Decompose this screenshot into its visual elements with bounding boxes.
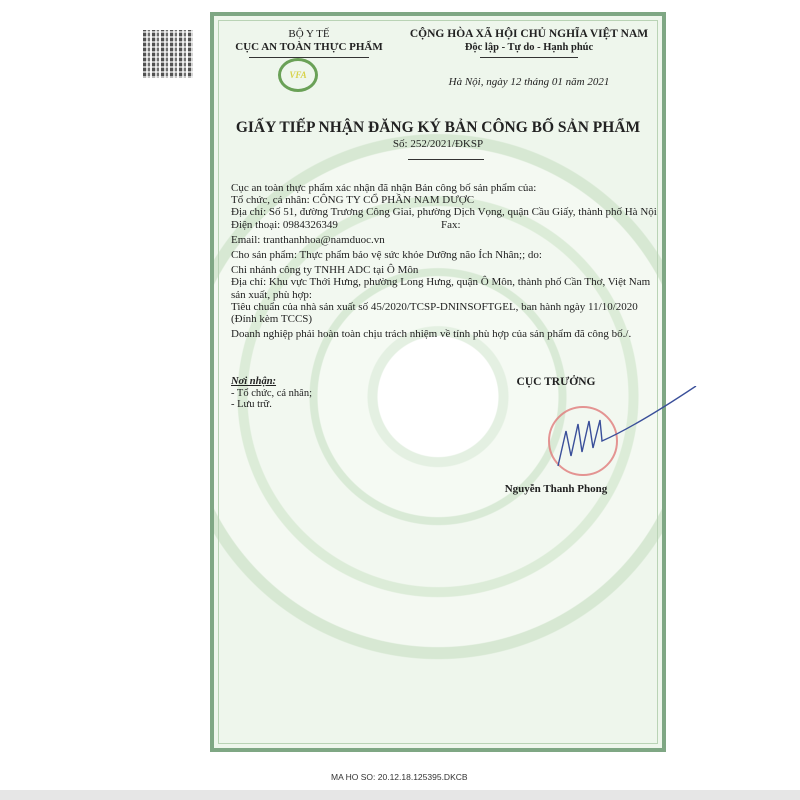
recipient-item: - Lưu trữ. [231,399,272,410]
product: Cho sản phẩm: Thực phẩm bảo vệ sức khỏe Dưỡng não Ích Nhân;; do: [231,249,542,262]
divider [480,57,578,58]
country-title: CỘNG HÒA XÃ HỘI CHỦ NGHĨA VIỆT NAM [409,28,649,40]
file-code: MA HO SO: 20.12.18.125395.DKCB [331,772,468,782]
signatory-name: Nguyễn Thanh Phong [504,483,608,495]
document-body [231,182,663,340]
handwritten-signature [536,386,706,476]
vfa-logo: VFA [278,58,318,92]
responsibility: Doanh nghiệp phải hoàn toàn chịu trách nhiệm về tính phù hợp của sản phẩm đã công bố./. [231,328,632,341]
fax: Fax: [441,218,461,231]
signatory-title: CỤC TRƯỞNG [516,376,596,388]
manufacturer: Chi nhánh công ty TNHH ADC tại Ô Môn [231,264,419,277]
intro: Cục an toàn thực phẩm xác nhận đã nhận Bản công bố sản phẩm của: [231,182,537,194]
address: Địa chỉ: Số 51, đường Trương Công Giai, phường Dịch Vọng, quận Cầu Giấy, thành phố Hà Nội [231,206,657,219]
organization: Tổ chức, cá nhân: CÔNG TY CỔ PHẦN NAM DƯỢC [231,194,475,207]
agency-name: CỤC AN TOÀN THỰC PHẨM [235,41,383,53]
bottom-band [0,790,800,800]
qr-code [143,30,193,78]
document-title: GIẤY TIẾP NHẬN ĐĂNG KÝ BẢN CÔNG BỐ SẢN PHẨM [235,119,641,136]
issuer-header [234,28,384,58]
recipient-item: - Tổ chức, cá nhân; [231,387,313,399]
email: Email: tranthanhhoa@namduoc.vn [231,233,385,246]
recipients-heading: Nơi nhận: [231,376,277,387]
contact [231,219,663,231]
motto: Độc lập - Tự do - Hạnh phúc [464,42,594,53]
phone: Điện thoại: 0984326349 [231,218,338,231]
signature-block [486,376,626,495]
divider [249,57,369,58]
recipients [231,376,312,411]
issue-date: Hà Nội, ngày 12 tháng 01 năm 2021 [448,76,610,88]
standard: Tiêu chuẩn của nhà sản xuất số 45/2020/TCSP-DNINSOFTGEL, ban hành ngày 11/10/2020 (Đính kèm TCCS) [231,300,638,326]
national-header [384,28,674,58]
certificate [210,12,666,752]
ministry-name: BỘ Y TẾ [288,28,330,40]
divider [408,159,484,160]
document-number: Số: 252/2021/ĐKSP [392,138,484,150]
manufacturer-address: Địa chỉ: Khu vực Thới Hưng, phường Long Hưng, quận Ô Môn, thành phố Cần Thơ, Việt Nam sản xuất, phù hợp: [231,276,651,301]
